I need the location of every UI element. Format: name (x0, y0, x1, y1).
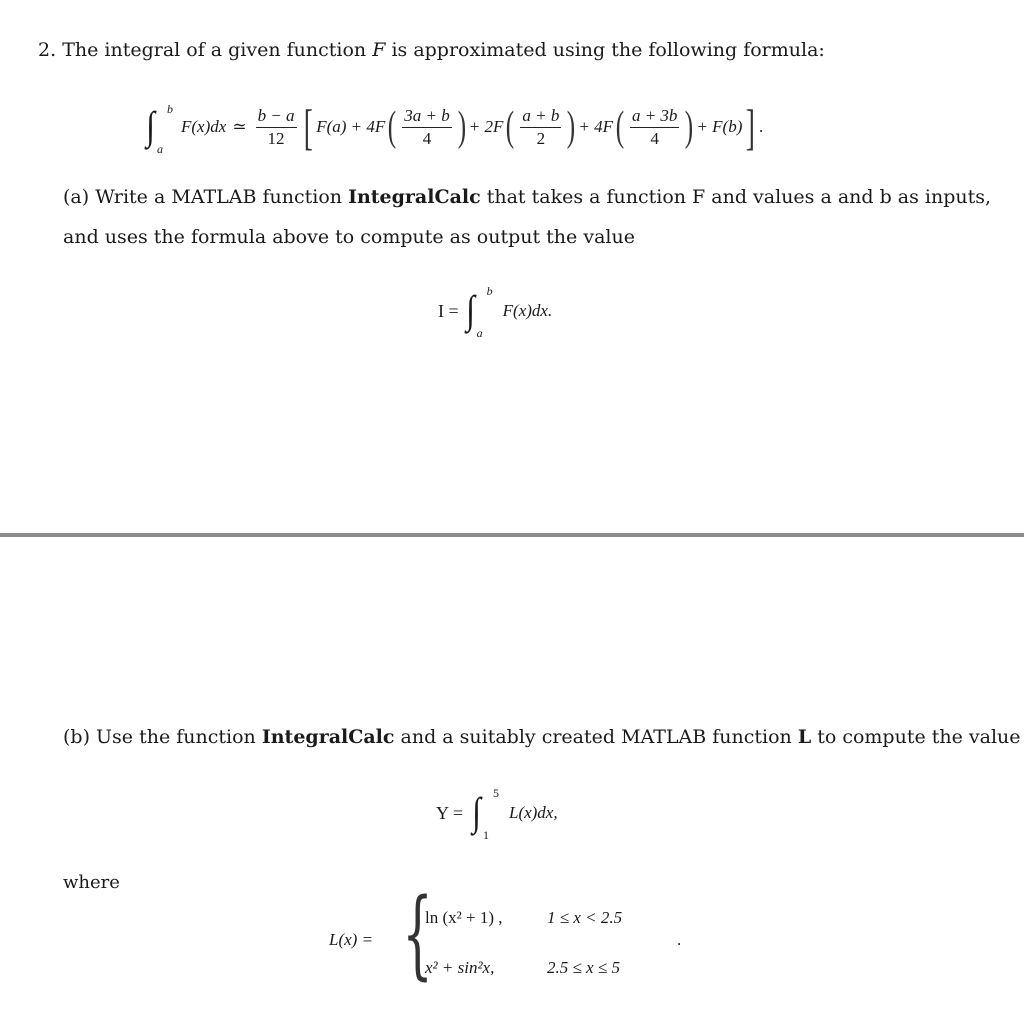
left-bracket: [ (303, 99, 313, 155)
main-formula: ∫ b a F(x)dx ≃ $\frac{b - a}{12}$ [ F(a) + 4F ( $\frac{3a + b}{4}$ ) + 2F ( $\frac{a + b}{2}$ ) + 4F ( $\frac{a + 3b}{4}$ ) + F(b) ] . (146, 99, 764, 156)
integral-sign-I: ∫ b a (465, 284, 493, 340)
approx-sign: ≃ (232, 117, 247, 136)
part-a-line-2: and uses the formula above to compute as output the value (63, 226, 635, 248)
part-a-function-name: IntegralCalc (348, 186, 481, 208)
piecewise-lhs: L(x) = (329, 930, 374, 949)
part-b-label: (b) (63, 726, 90, 748)
problem-intro (38, 41, 825, 60)
case-2-expression: x² + sin²x, (425, 958, 495, 977)
equation-Y (436, 786, 558, 840)
piecewise-end: . (677, 930, 682, 949)
eq-I-integrand: F(x)dx. (502, 301, 553, 320)
eq-Y-integrand: L(x)dx, (508, 803, 558, 822)
right-bracket: ] (746, 99, 756, 155)
case-1-expression: ln (x² + 1) , (425, 908, 503, 927)
piecewise-case-1 (425, 908, 502, 928)
eq-Y-lhs: Y = (436, 802, 463, 823)
intro-suffix: is approximated using the following formula: (391, 39, 825, 61)
case-2-condition: 2.5 ≤ x ≤ 5 (547, 958, 620, 977)
coef-fraction: $\frac{b - a}{12}$ (257, 105, 295, 148)
formula-end: . (759, 117, 764, 136)
frac-1: $\frac{3a + b}{4}$ (404, 105, 450, 148)
piecewise-brace: { (402, 878, 433, 990)
part-a-label: (a) (63, 186, 90, 208)
intro-var: F (372, 39, 386, 61)
equation-I (438, 284, 552, 338)
frac-3: $\frac{a + 3b}{4}$ (631, 105, 678, 148)
part-b-line-1: (b) Use the function IntegralCalc and a suitably created MATLAB function L to compute the value (63, 726, 1021, 748)
piecewise-case-2 (425, 958, 494, 978)
eq-I-lhs: I = (438, 300, 459, 321)
where-label: where (63, 872, 120, 893)
integral-sign-Y: ∫ 5 1 (472, 786, 499, 842)
term-1: F(a) + 4F (316, 117, 386, 136)
part-b-L-name: L (797, 726, 812, 748)
case-1-condition: 1 ≤ x < 2.5 (547, 908, 623, 927)
part-a-line-1: (a) Write a MATLAB function IntegralCalc that takes a function F and values a and b as inputs, (63, 186, 992, 208)
integrand: F(x)dx (181, 117, 227, 136)
term-3: + 4F (578, 117, 613, 136)
problem-number: 2. (38, 39, 57, 61)
term-4: + F(b) (696, 117, 743, 136)
term-2: + 2F (468, 117, 504, 136)
integral-sign: ∫ b a (146, 102, 173, 156)
part-b-function-name: IntegralCalc (261, 726, 395, 748)
int-upper: b (167, 102, 173, 116)
frac-2: $\frac{a + b}{2}$ (522, 105, 560, 148)
section-divider (0, 533, 1024, 537)
int-lower: a (157, 142, 163, 156)
intro-prefix: The integral of a given function (62, 39, 367, 61)
